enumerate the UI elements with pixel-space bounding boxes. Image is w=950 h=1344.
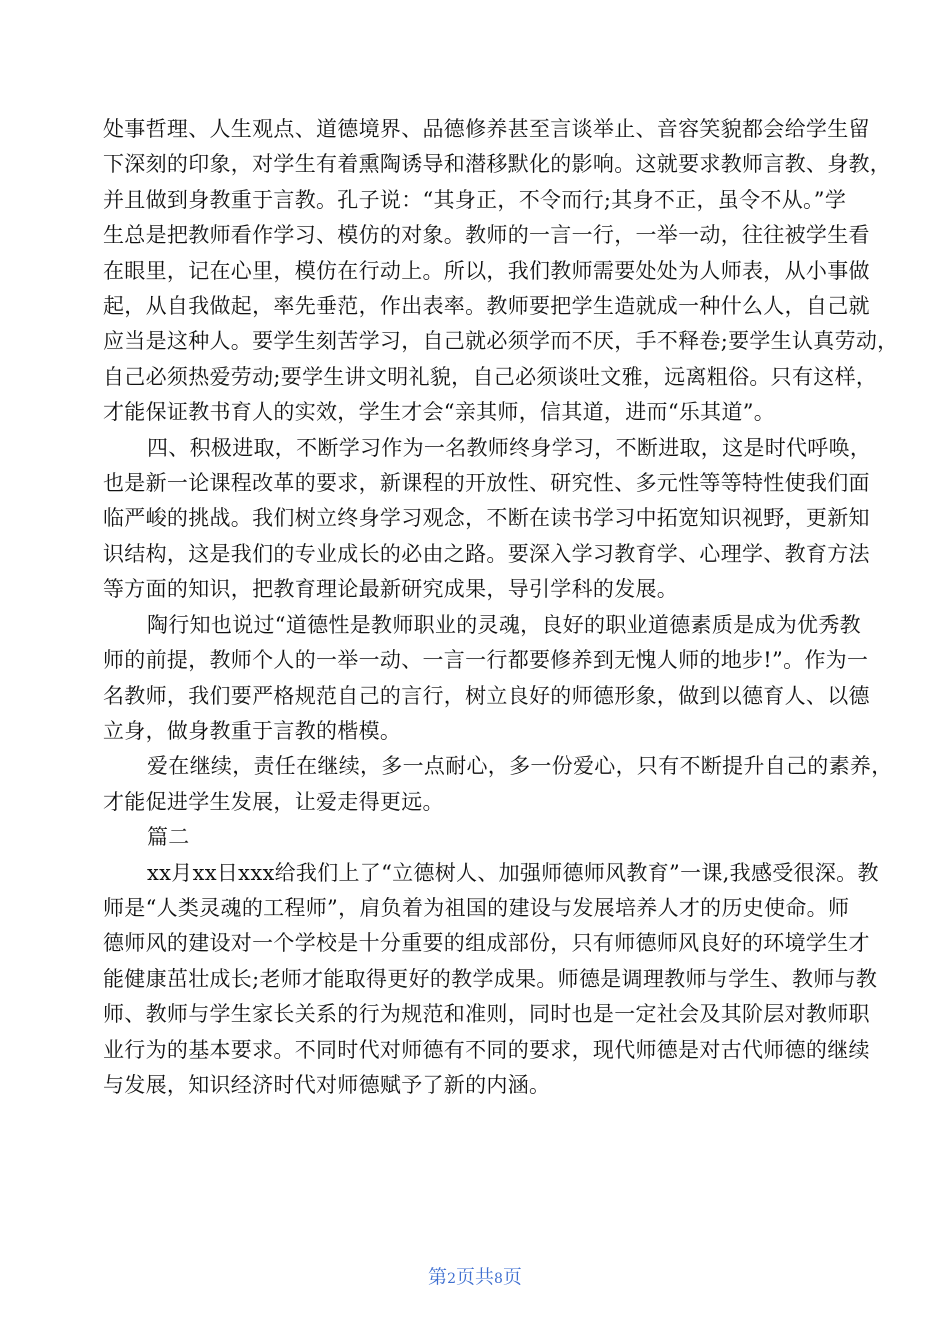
footer-suffix: 页 [502,1266,522,1288]
text-line: 处事哲理、人生观点、道德境界、品德修养甚至言谈举止、音容笑貌都会给学生留 [103,117,870,141]
text-line: xx月xx日xxx给我们上了“立德树人、加强师德师风教育”一课,我感受很深。教 [147,860,879,885]
text-line: 名教师，我们要严格规范自己的言行，树立良好的师德形象，做到以德育人、以德 [103,683,870,708]
text-line: 篇二 [147,825,190,850]
text-line: 陶行知也说过“道德性是教师职业的灵魂，良好的职业道德素质是成为优秀教 [147,612,861,637]
paragraph [103,856,879,1104]
paragraph [103,112,899,431]
text-line: 起，从自我做起，率先垂范，作出表率。教师要把学生造就成一种什么人，自己就 [103,294,870,319]
text-line: 德师风的建设对一个学校是十分重要的组成部份，只有师德师风良好的环境学生才 [103,931,870,956]
text-line: 师、教师与学生家长关系的行为规范和准则，同时也是一定社会及其阶层对教师职 [103,1002,870,1027]
footer-middle: 页共 [455,1266,494,1288]
text-line: 识结构，这是我们的专业成长的必由之路。要深入学习教育学、心理学、教育方法 [103,541,870,566]
footer-prefix: 第 [428,1266,448,1288]
paragraph [103,820,863,855]
footer-total-pages: 8 [494,1271,503,1287]
text-line: 应当是这种人。要学生刻苦学习，自己就必须学而不厌，手不释卷;要学生认真劳动， [103,329,899,354]
text-line: 并且做到身教重于言教。孔子说：“其身正，不令而行;其身不正，虽令不从。”学 [103,187,847,212]
text-line: 下深刻的印象，对学生有着熏陶诱导和潜移默化的影响。这就要求教师言教、身教， [103,152,892,177]
text-line: 爱在继续，责任在继续，多一点耐心，多一份爱心，只有不断提升自己的素养， [147,754,893,779]
text-line: 临严峻的挑战。我们树立终身学习观念，不断在读书学习中拓宽知识视野，更新知 [103,506,870,531]
text-line: 师是“人类灵魂的工程师”，肩负着为祖国的建设与发展培养人才的历史使命。师 [103,895,850,920]
page-footer [0,1262,950,1289]
text-line: 等方面的知识，把教育理论最新研究成果，导引学科的发展。 [103,577,679,602]
paragraph [103,749,893,820]
text-line: 立身，做身教重于言教的楷模。 [103,718,402,743]
text-line: 师的前提，教师个人的一举一动、一言一行都要修养到无愧人师的地步!”。作为一 [103,648,869,673]
text-line: 自己必须热爱劳动;要学生讲文明礼貌，自己必须谈吐文雅，远离粗俗。只有这样， [103,364,878,389]
document-body [103,112,899,1103]
text-line: 生总是把教师看作学习、模仿的对象。教师的一言一行，一举一动，往往被学生看 [103,223,870,248]
text-line: 也是新一论课程改革的要求，新课程的开放性、研究性、多元性等等特性使我们面 [103,471,870,496]
text-line: 四、积极进取，不断学习作为一名教师终身学习，不断进取，这是时代呼唤， [147,435,872,460]
text-line: 才能保证教书育人的实效，学生才会“亲其师，信其道，进而“乐其道”。 [103,400,776,425]
text-line: 能健康茁壮成长;老师才能取得更好的教学成果。师德是调理教师与学生、教师与教 [103,966,878,991]
paragraph [103,608,870,750]
text-line: 在眼里，记在心里，模仿在行动上。所以，我们教师需要处处为人师表，从小事做 [103,258,870,283]
paragraph [103,431,872,608]
text-line: 与发展，知识经济时代对师德赋予了新的内涵。 [103,1072,551,1097]
text-line: 业行为的基本要求。不同时代对师德有不同的要求，现代师德是对古代师德的继续 [103,1037,870,1062]
footer-current-page: 2 [447,1271,456,1287]
text-line: 才能促进学生发展，让爱走得更远。 [103,789,444,814]
